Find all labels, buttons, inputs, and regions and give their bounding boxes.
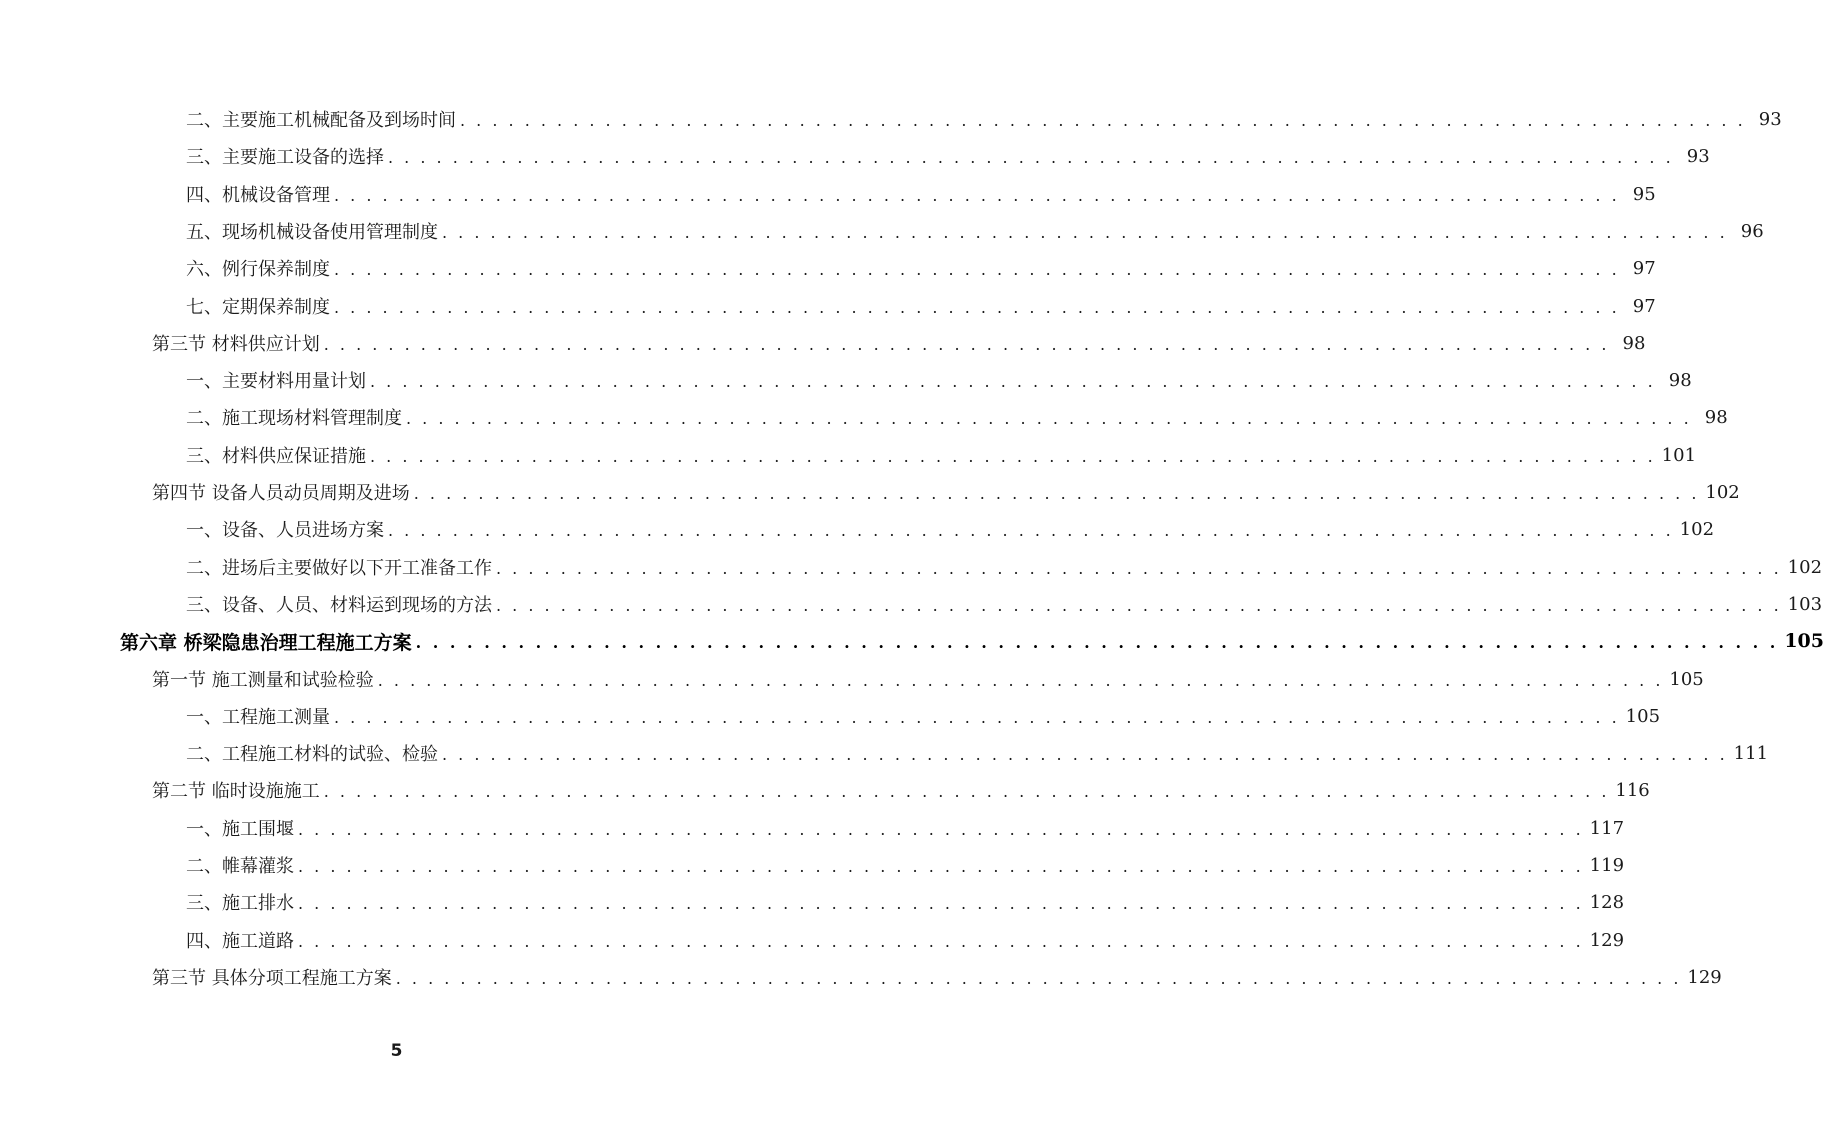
toc-leader-dots: . . . . . . . . . . . . . . . . . . . . . . . . . . . . . . . . . . . . . . . . . . . . . . . . . . . . . . . . . . . . . . . . . . . . . . . . . . . . . . . . <box>406 409 1692 428</box>
toc-leader-dots: . . . . . . . . . . . . . . . . . . . . . . . . . . . . . . . . . . . . . . . . . . . . . . . . . . . . . . . . . . . . . . . . . . . . . . . . . . . . . . . . <box>334 186 1620 205</box>
toc-entry-section[interactable] <box>152 328 1646 358</box>
toc-entry-page-number: 95 <box>1632 183 1656 205</box>
toc-entry-title: 三、材料供应保证措施 <box>186 446 366 467</box>
toc-entry-title: 第六章 桥梁隐患治理工程施工方案 <box>120 631 412 654</box>
toc-entry-title: 七、定期保养制度 <box>186 297 330 318</box>
toc-entry-item[interactable] <box>186 813 1625 843</box>
toc-entry-item[interactable] <box>186 365 1692 395</box>
toc-entry-item[interactable] <box>186 552 1823 582</box>
toc-entry-section[interactable] <box>152 477 1740 507</box>
toc-leader-dots: . . . . . . . . . . . . . . . . . . . . . . . . . . . . . . . . . . . . . . . . . . . . . . . . . . . . . . . . . . . . . . . . . . . . . . . . . . . . . . . . <box>460 111 1746 130</box>
toc-leader-dots: . . . . . . . . . . . . . . . . . . . . . . . . . . . . . . . . . . . . . . . . . . . . . . . . . . . . . . . . . . . . . . . . . . . . . . . . . . . . . . . . <box>298 820 1584 839</box>
toc-entry-item[interactable] <box>186 925 1625 955</box>
toc-entry-item[interactable] <box>186 104 1782 134</box>
toc-leader-dots: . . . . . . . . . . . . . . . . . . . . . . . . . . . . . . . . . . . . . . . . . . . . . . . . . . . . . . . . . . . . . . . . . . . . . . . . . . . . . . . . <box>377 671 1664 690</box>
toc-entry-section[interactable] <box>152 775 1650 805</box>
toc-entry-item[interactable] <box>186 589 1823 619</box>
toc-entry-title: 第三节 具体分项工程施工方案 <box>152 968 392 989</box>
toc-entry-page-number: 102 <box>1787 556 1823 578</box>
toc-leader-dots: . . . . . . . . . . . . . . . . . . . . . . . . . . . . . . . . . . . . . . . . . . . . . . . . . . . . . . . . . . . . . . . . . . . . . . . . . . . . . . . . <box>298 894 1584 913</box>
toc-entry-item[interactable] <box>186 216 1764 246</box>
toc-entry-title: 三、主要施工设备的选择 <box>186 147 384 168</box>
toc-entry-page-number: 116 <box>1615 779 1650 801</box>
toc-entry-page-number: 105 <box>1669 668 1704 690</box>
toc-entry-item[interactable] <box>186 701 1661 731</box>
toc-leader-dots: . . . . . . . . . . . . . . . . . . . . . . . . . . . . . . . . . . . . . . . . . . . . . . . . . . . . . . . . . . . . . . . . . . . . . . . . . . . . . . . . <box>388 521 1674 540</box>
toc-entry-title: 三、设备、人员、材料运到现场的方法 <box>186 595 492 616</box>
toc-leader-dots: . . . . . . . . . . . . . . . . . . . . . . . . . . . . . . . . . . . . . . . . . . . . . . . . . . . . . . . . . . . . . . . . . . . . . . . . . . . . . . . . <box>323 335 1610 354</box>
toc-entry-page-number: 105 <box>1784 630 1824 652</box>
toc-entry-title: 二、进场后主要做好以下开工准备工作 <box>186 558 492 579</box>
toc-entry-title: 三、施工排水 <box>186 893 294 914</box>
toc-entry-page-number: 97 <box>1632 295 1656 317</box>
toc-entry-page-number: 102 <box>1705 481 1740 503</box>
toc-leader-dots: . . . . . . . . . . . . . . . . . . . . . . . . . . . . . . . . . . . . . . . . . . . . . . . . . . . . . . . . . . . . . . . . . . . . . . . . . . . . . . . . <box>370 372 1656 391</box>
toc-entry-section[interactable] <box>152 962 1722 992</box>
toc-entry-title: 二、主要施工机械配备及到场时间 <box>186 110 456 131</box>
toc-entry-page-number: 93 <box>1686 145 1710 167</box>
toc-entry-page-number: 103 <box>1787 593 1823 615</box>
toc-entry-page-number: 129 <box>1687 966 1722 988</box>
toc-entry-page-number: 98 <box>1704 406 1728 428</box>
toc-entry-title: 二、施工现场材料管理制度 <box>186 408 402 429</box>
toc-leader-dots: . . . . . . . . . . . . . . . . . . . . . . . . . . . . . . . . . . . . . . . . . . . . . . . . . . . . . . . . . . . . . . . . . . . . . . . . . . . . . . . . <box>334 260 1620 279</box>
toc-leader-dots: . . . . . . . . . . . . . . . . . . . . . . . . . . . . . . . . . . . . . . . . . . . . . . . . . . . . . . . . . . . . . . . . . . . . . . . . . . . . . . . . <box>395 969 1682 988</box>
toc-leader-dots: . . . . . . . . . . . . . . . . . . . . . . . . . . . . . . . . . . . . . . . . . . . . . . . . . . . . . . . . . . . . . . . . . . . . . . . . . . . . . . . . <box>442 745 1728 764</box>
toc-entry-page-number: 93 <box>1758 108 1782 130</box>
toc-entry-item[interactable] <box>186 738 1769 768</box>
toc-entry-title: 四、机械设备管理 <box>186 185 330 206</box>
toc-entry-item[interactable] <box>186 141 1710 171</box>
toc-leader-dots: . . . . . . . . . . . . . . . . . . . . . . . . . . . . . . . . . . . . . . . . . . . . . . . . . . . . . . . . . . . . . . . . . . . . . . . . . . . . . . . . <box>334 708 1620 727</box>
toc-leader-dots: . . . . . . . . . . . . . . . . . . . . . . . . . . . . . . . . . . . . . . . . . . . . . . . . . . . . . . . . . . . . . . . . . . . . . . . . . . . . . . . . <box>298 857 1584 876</box>
toc-entry-title: 第一节 施工测量和试验检验 <box>152 670 374 691</box>
toc-leader-dots: . . . . . . . . . . . . . . . . . . . . . . . . . . . . . . . . . . . . . . . . . . . . . . . . . . . . . . . . . . . . . . . . . . . . . . . . . . . . . . . . <box>442 223 1728 242</box>
toc-entry-title: 六、例行保养制度 <box>186 259 330 280</box>
toc-leader-dots: . . . . . . . . . . . . . . . . . . . . . . . . . . . . . . . . . . . . . . . . . . . . . . . . . . . . . . . . . . . . . . . . . . . . . . . . . . . . . . . . <box>334 298 1620 317</box>
toc-entry-title: 第四节 设备人员动员周期及进场 <box>152 483 410 504</box>
toc-entry-title: 第二节 临时设施施工 <box>152 781 320 802</box>
page-number: 5 <box>390 1041 403 1061</box>
toc-entry-title: 一、主要材料用量计划 <box>186 371 366 392</box>
toc-entry-section[interactable] <box>152 664 1704 694</box>
toc-leader-dots: . . . . . . . . . . . . . . . . . . . . . . . . . . . . . . . . . . . . . . . . . . . . . . . . . . . . . . . . . . . . . . . . . . . . . . . . . . . . . . . . <box>388 148 1674 167</box>
toc-entry-page-number: 102 <box>1679 518 1715 540</box>
toc-entry-chapter[interactable] <box>120 626 1824 656</box>
toc-entry-item[interactable] <box>186 850 1625 880</box>
toc-entry-item[interactable] <box>186 440 1697 470</box>
toc-leader-dots: . . . . . . . . . . . . . . . . . . . . . . . . . . . . . . . . . . . . . . . . . . . . . . . . . . . . . . . . . . . . . . . . . . . . . . . . . . . . . . . . <box>415 633 1779 652</box>
toc-entry-title: 五、现场机械设备使用管理制度 <box>186 222 438 243</box>
toc-entry-page-number: 96 <box>1740 220 1764 242</box>
toc-entry-page-number: 97 <box>1632 257 1656 279</box>
toc-entry-page-number: 119 <box>1589 854 1625 876</box>
toc-entry-page-number: 129 <box>1589 929 1625 951</box>
toc-entry-page-number: 111 <box>1733 742 1769 764</box>
toc-entry-title: 一、设备、人员进场方案 <box>186 520 384 541</box>
toc-entry-title: 二、工程施工材料的试验、检验 <box>186 744 438 765</box>
toc-entry-page-number: 98 <box>1668 369 1692 391</box>
toc-entry-item[interactable] <box>186 887 1625 917</box>
toc-entry-item[interactable] <box>186 514 1715 544</box>
toc-entry-title: 一、工程施工测量 <box>186 707 330 728</box>
toc-leader-dots: . . . . . . . . . . . . . . . . . . . . . . . . . . . . . . . . . . . . . . . . . . . . . . . . . . . . . . . . . . . . . . . . . . . . . . . . . . . . . . . . <box>496 596 1782 615</box>
toc-entry-item[interactable] <box>186 253 1656 283</box>
toc-leader-dots: . . . . . . . . . . . . . . . . . . . . . . . . . . . . . . . . . . . . . . . . . . . . . . . . . . . . . . . . . . . . . . . . . . . . . . . . . . . . . . . . <box>323 782 1610 801</box>
toc-entry-page-number: 128 <box>1589 891 1625 913</box>
toc-leader-dots: . . . . . . . . . . . . . . . . . . . . . . . . . . . . . . . . . . . . . . . . . . . . . . . . . . . . . . . . . . . . . . . . . . . . . . . . . . . . . . . . <box>413 484 1700 503</box>
toc-entry-title: 四、施工道路 <box>186 931 294 952</box>
toc-entry-item[interactable] <box>186 179 1656 209</box>
toc-entry-page-number: 117 <box>1589 817 1625 839</box>
toc-entry-page-number: 98 <box>1622 332 1646 354</box>
toc-leader-dots: . . . . . . . . . . . . . . . . . . . . . . . . . . . . . . . . . . . . . . . . . . . . . . . . . . . . . . . . . . . . . . . . . . . . . . . . . . . . . . . . <box>298 932 1584 951</box>
toc-entry-title: 第三节 材料供应计划 <box>152 334 320 355</box>
toc-entry-page-number: 105 <box>1625 705 1661 727</box>
toc-leader-dots: . . . . . . . . . . . . . . . . . . . . . . . . . . . . . . . . . . . . . . . . . . . . . . . . . . . . . . . . . . . . . . . . . . . . . . . . . . . . . . . . <box>496 559 1782 578</box>
toc-entry-title: 二、帷幕灌浆 <box>186 856 294 877</box>
toc-entry-title: 一、施工围堰 <box>186 819 294 840</box>
toc-entry-page-number: 101 <box>1661 444 1697 466</box>
toc-entry-item[interactable] <box>186 291 1656 321</box>
toc-entry-item[interactable] <box>186 402 1728 432</box>
toc-leader-dots: . . . . . . . . . . . . . . . . . . . . . . . . . . . . . . . . . . . . . . . . . . . . . . . . . . . . . . . . . . . . . . . . . . . . . . . . . . . . . . . . <box>370 447 1656 466</box>
